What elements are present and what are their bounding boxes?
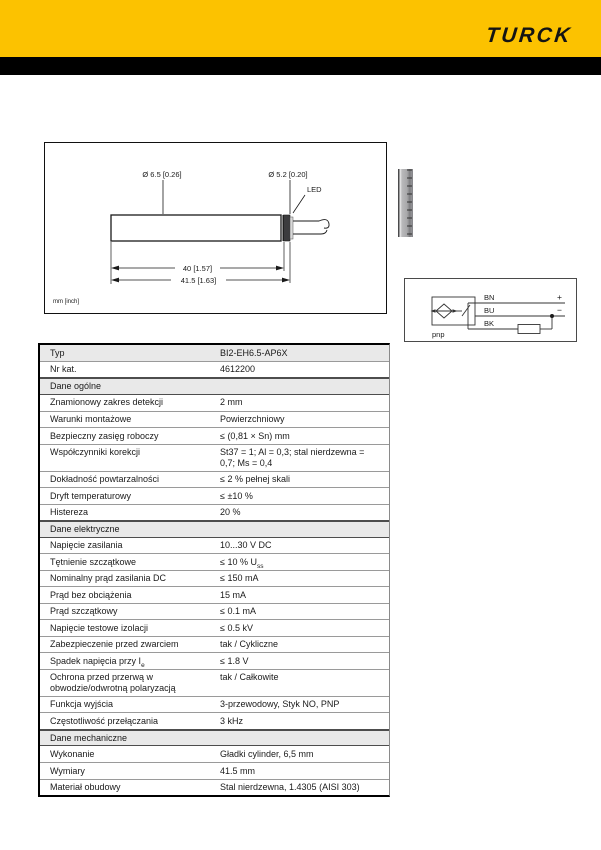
spec-row	[40, 762, 389, 779]
spec-label: Spadek napięcia przy $I_e$	[50, 655, 145, 669]
spec-value: ≤ 10 % $U_{ss}$	[220, 556, 264, 570]
spec-table	[38, 343, 390, 797]
spec-label: Prąd szczątkowy	[50, 606, 118, 617]
spec-label: Znamionowy zakres detekcji	[50, 397, 164, 408]
wire-bu-label: BU	[484, 306, 495, 315]
product-photo	[398, 169, 413, 237]
spec-value: Gładki cylinder, 6,5 mm	[220, 748, 314, 759]
inductive-arrow-left	[431, 309, 436, 313]
spec-row	[40, 619, 389, 636]
sensor-led-ring	[284, 215, 291, 241]
dimension-drawing	[44, 142, 387, 314]
spec-row	[40, 471, 389, 488]
spec-label: Nr kat.	[50, 364, 77, 375]
spec-label: Częstotliwość przełączania	[50, 715, 159, 726]
spec-label: Materiał obudowy	[50, 782, 121, 793]
section-header-row	[40, 377, 389, 395]
section-title: Dane ogólne	[50, 381, 102, 392]
spec-value: ≤ (0,81 × Sn) mm	[220, 430, 290, 441]
cable-bottom-line	[293, 230, 327, 234]
spec-value: BI2-EH6.5-AP6X	[220, 347, 288, 358]
header-black-stripe	[0, 57, 601, 75]
dim-arrow-40-left	[111, 266, 119, 271]
spec-value: ≤ 0.1 mA	[220, 606, 256, 617]
dim-diameter-body-label: Ø 6.5 [0.26]	[142, 170, 182, 179]
spec-label: Histereza	[50, 507, 89, 518]
spec-value: 41.5 mm	[220, 765, 256, 776]
section-header-row	[40, 520, 389, 538]
spec-value: 3-przewodowy, Styk NO, PNP	[220, 699, 340, 710]
header-brand-band	[0, 0, 601, 57]
spec-label: Wymiary	[50, 765, 85, 776]
dim-arrow-41-right	[282, 278, 290, 283]
spec-value: Stal nierdzewna, 1.4305 (AISI 303)	[220, 782, 360, 793]
spec-label: Ochrona przed przerwą w obwodzie/odwrotną polaryzacją	[50, 672, 176, 693]
spec-value: tak / Cykliczne	[220, 639, 279, 650]
polarity-plus-label: +	[557, 292, 562, 302]
sensor-rear-cap	[290, 217, 293, 239]
dim-length-total-label: 41.5 [1.63]	[180, 276, 217, 285]
led-label: LED	[307, 185, 322, 194]
spec-row	[40, 427, 389, 444]
spec-row	[40, 712, 389, 729]
spec-label: Typ	[50, 347, 65, 358]
dim-arrow-40-right	[276, 266, 284, 271]
units-note: mm [inch]	[53, 299, 80, 305]
spec-row	[40, 779, 389, 796]
spec-row	[40, 696, 389, 713]
spec-row	[40, 361, 389, 378]
spec-row	[40, 636, 389, 653]
spec-row	[40, 652, 389, 669]
spec-label: Dokładność powtarzalności	[50, 474, 160, 485]
spec-row	[40, 538, 389, 554]
wiring-diagram-svg	[405, 279, 576, 341]
spec-value: 3 kHz	[220, 715, 244, 726]
spec-row	[40, 411, 389, 428]
spec-row	[40, 586, 389, 603]
spec-label: Dryft temperaturowy	[50, 490, 132, 501]
spec-value: ≤ 0.5 kV	[220, 622, 253, 633]
spec-row	[40, 553, 389, 570]
spec-value: ≤ 2 % pełnej skali	[220, 474, 290, 485]
spec-value: ≤ 1.8 V	[220, 655, 249, 666]
spec-value: 20 %	[220, 507, 241, 518]
spec-value: 10...30 V DC	[220, 540, 272, 551]
spec-label: Prąd bez obciążenia	[50, 589, 132, 600]
spec-value: tak / Całkowite	[220, 672, 279, 683]
spec-row	[40, 487, 389, 504]
spec-value: ≤ ±10 %	[220, 490, 253, 501]
spec-row	[40, 504, 389, 521]
spec-value: 15 mA	[220, 589, 247, 600]
dimension-drawing-svg	[45, 143, 386, 313]
spec-label: Współczynniki korekcji	[50, 447, 141, 458]
spec-value: 4612200	[220, 364, 256, 375]
spec-label: Warunki montażowe	[50, 414, 132, 425]
leader-line-led	[293, 195, 305, 213]
dim-length-body-label: 40 [1.57]	[182, 264, 213, 273]
turck-logo: TURCK	[484, 24, 574, 47]
junction-dot	[550, 314, 554, 318]
wire-bn-label: BN	[484, 293, 495, 302]
spec-label: Zabezpieczenie przed zwarciem	[50, 639, 179, 650]
sensor-body-outline	[111, 215, 281, 241]
spec-label: Funkcja wyjścia	[50, 699, 114, 710]
spec-label: Wykonanie	[50, 748, 95, 759]
spec-row	[40, 746, 389, 762]
spec-value: 2 mm	[220, 397, 243, 408]
dim-diameter-rear-label: Ø 5.2 [0.20]	[268, 170, 308, 179]
spec-value: St37 = 1; Al = 0,3; stal nierdzewna = 0,7; Ms = 0,4	[220, 447, 365, 468]
load-resistor	[518, 325, 540, 334]
spec-value: Powierzchniowy	[220, 414, 285, 425]
section-header-row	[40, 729, 389, 747]
section-title: Dane mechaniczne	[50, 732, 128, 743]
spec-label: Tętnienie szczątkowe	[50, 556, 137, 567]
wiring-diagram	[404, 278, 577, 342]
output-type-label: pnp	[432, 330, 445, 339]
spec-row	[40, 603, 389, 620]
spec-row	[40, 669, 389, 696]
cable-top-line	[293, 220, 329, 229]
dim-arrow-41-left	[111, 278, 119, 283]
spec-row	[40, 570, 389, 587]
product-photo-detail	[407, 169, 412, 237]
section-title: Dane elektryczne	[50, 524, 120, 535]
spec-row	[40, 345, 389, 361]
spec-label: Napięcie zasilania	[50, 540, 123, 551]
spec-value: ≤ 150 mA	[220, 573, 259, 584]
spec-label: Napięcie testowe izolacji	[50, 622, 149, 633]
switch-blade	[462, 305, 470, 316]
polarity-minus-label: −	[557, 305, 562, 315]
wire-bk-label: BK	[484, 319, 495, 328]
spec-label: Nominalny prąd zasilania DC	[50, 573, 167, 584]
spec-label: Bezpieczny zasięg roboczy	[50, 430, 159, 441]
spec-row	[40, 395, 389, 411]
spec-row	[40, 444, 389, 471]
